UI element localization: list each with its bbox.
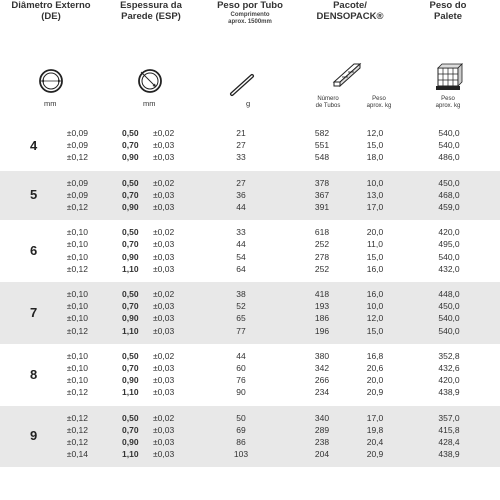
cell-esp: 0,70 bbox=[122, 140, 139, 151]
cell-de-tolerance: ±0,12 bbox=[66, 263, 88, 274]
cell-esp: 1,10 bbox=[122, 263, 139, 274]
cell-esp-tolerance: ±0,03 bbox=[153, 201, 175, 212]
cell-esp-tolerance: ±0,02 bbox=[153, 412, 175, 423]
header-pacote-num bbox=[303, 96, 353, 110]
cell-esp: 1,10 bbox=[122, 325, 139, 336]
cell-esp: 0,90 bbox=[122, 201, 139, 212]
cell-esp-tolerance: ±0,03 bbox=[153, 189, 175, 200]
cell-esp-tolerance: ±0,03 bbox=[153, 313, 175, 324]
cell-peso-palete: 428,4 bbox=[438, 436, 460, 447]
table-group bbox=[0, 171, 500, 221]
cell-peso-palete: 450,0 bbox=[438, 177, 460, 188]
cell-esp: 0,90 bbox=[122, 251, 139, 262]
cell-peso-tubo: 44 bbox=[236, 239, 246, 250]
cell-peso-palete: 432,6 bbox=[438, 362, 460, 373]
header-palete-peso-l1: Peso bbox=[441, 96, 455, 102]
header-peso-tubo bbox=[202, 0, 298, 26]
cell-de-tolerance: ±0,09 bbox=[66, 189, 88, 200]
package-bundle-icon bbox=[330, 58, 364, 88]
table-header bbox=[0, 0, 500, 118]
cell-de-tolerance: ±0,10 bbox=[66, 239, 88, 250]
cell-de-tolerance: ±0,12 bbox=[66, 325, 88, 336]
cell-num-tubos: 266 bbox=[314, 375, 330, 386]
unit-esp: mm bbox=[143, 99, 156, 108]
cell-peso-tubo: 76 bbox=[236, 375, 246, 386]
cell-de-tolerance: ±0,10 bbox=[66, 289, 88, 299]
cell-esp-tolerance: ±0,02 bbox=[153, 128, 175, 138]
pallet-icon bbox=[432, 62, 464, 92]
header-pacote bbox=[302, 0, 398, 22]
header-palete-peso bbox=[423, 96, 473, 110]
cell-peso-pacote: 20,0 bbox=[366, 375, 384, 386]
cell-peso-tubo: 33 bbox=[236, 152, 246, 163]
cell-peso-palete: 450,0 bbox=[438, 301, 460, 312]
cell-peso-pacote: 10,0 bbox=[366, 177, 384, 188]
cell-de-tolerance: ±0,12 bbox=[66, 424, 88, 435]
cell-peso-palete: 540,0 bbox=[438, 140, 460, 151]
cell-esp-tolerance: ±0,03 bbox=[153, 362, 175, 373]
cell-peso-tubo: 33 bbox=[236, 227, 246, 238]
cell-esp: 1,10 bbox=[122, 387, 139, 398]
cell-peso-tubo: 86 bbox=[236, 436, 246, 447]
cell-esp-tolerance: ±0,03 bbox=[153, 325, 175, 336]
cell-esp-tolerance: ±0,03 bbox=[153, 301, 175, 312]
cell-peso-tubo: 69 bbox=[236, 424, 246, 435]
cell-peso-tubo: 36 bbox=[236, 189, 246, 200]
cell-de-tolerance: ±0,12 bbox=[66, 387, 88, 398]
cell-peso-palete: 352,8 bbox=[438, 350, 460, 361]
cell-esp-tolerance: ±0,02 bbox=[153, 350, 175, 361]
group-diameter: 9 bbox=[30, 428, 38, 444]
cell-num-tubos: 289 bbox=[314, 424, 330, 435]
cell-esp-tolerance: ±0,02 bbox=[153, 177, 175, 188]
cell-peso-palete: 420,0 bbox=[438, 227, 460, 238]
cell-peso-pacote: 12,0 bbox=[366, 128, 384, 138]
cell-de-tolerance: ±0,10 bbox=[66, 251, 88, 262]
header-de-title-2: (DE) bbox=[41, 11, 61, 22]
cell-peso-tubo: 27 bbox=[236, 177, 246, 188]
cell-de-tolerance: ±0,12 bbox=[66, 152, 88, 163]
cell-peso-pacote: 15,0 bbox=[366, 251, 384, 262]
cell-peso-pacote: 11,0 bbox=[367, 239, 383, 250]
cell-de-tolerance: ±0,12 bbox=[66, 436, 88, 447]
cell-de-tolerance: ±0,14 bbox=[66, 449, 88, 460]
header-pacote-peso-l2: aprox. kg bbox=[366, 103, 392, 109]
cell-de-tolerance: ±0,12 bbox=[66, 412, 88, 423]
cell-peso-pacote: 10,0 bbox=[366, 301, 384, 312]
cell-esp-tolerance: ±0,02 bbox=[153, 289, 175, 299]
header-esp-title: Espessura da bbox=[120, 0, 182, 11]
cell-peso-tubo: 52 bbox=[236, 301, 246, 312]
cell-num-tubos: 252 bbox=[314, 263, 330, 274]
cell-peso-palete: 420,0 bbox=[438, 375, 460, 386]
cell-esp-tolerance: ±0,02 bbox=[153, 227, 175, 238]
header-pacote-peso bbox=[354, 96, 404, 110]
cell-peso-tubo: 60 bbox=[236, 362, 246, 373]
cell-num-tubos: 391 bbox=[314, 201, 330, 212]
cell-peso-pacote: 20,9 bbox=[366, 449, 384, 460]
cell-de-tolerance: ±0,09 bbox=[66, 140, 88, 151]
cell-peso-pacote: 19,8 bbox=[366, 424, 384, 435]
cell-peso-pacote: 12,0 bbox=[366, 313, 384, 324]
cell-peso-palete: 448,0 bbox=[438, 289, 460, 299]
header-pacote-title-2: DENSOPACK® bbox=[316, 11, 384, 22]
cell-peso-pacote: 17,0 bbox=[366, 412, 384, 423]
unit-de: mm bbox=[44, 99, 57, 108]
cell-peso-pacote: 20,0 bbox=[366, 227, 384, 238]
cell-esp-tolerance: ±0,03 bbox=[153, 263, 175, 274]
tube-cross-section-icon bbox=[38, 68, 64, 94]
cell-de-tolerance: ±0,09 bbox=[66, 128, 88, 138]
cell-de-tolerance: ±0,10 bbox=[66, 301, 88, 312]
cell-esp: 0,50 bbox=[122, 412, 139, 423]
cell-peso-palete: 438,9 bbox=[438, 387, 460, 398]
header-palete-title-2: Palete bbox=[434, 11, 462, 22]
header-pacote-peso-l1: Peso bbox=[372, 96, 386, 102]
cell-peso-palete: 540,0 bbox=[438, 313, 460, 324]
cell-peso-pacote: 15,0 bbox=[366, 140, 384, 151]
cell-num-tubos: 193 bbox=[314, 301, 330, 312]
cell-peso-tubo: 21 bbox=[236, 128, 246, 138]
cell-peso-pacote: 20,6 bbox=[366, 362, 384, 373]
cell-esp: 0,50 bbox=[122, 289, 139, 299]
cell-esp: 0,50 bbox=[122, 177, 139, 188]
cell-esp: 0,70 bbox=[122, 239, 139, 250]
cell-esp: 0,50 bbox=[122, 350, 139, 361]
table-group bbox=[0, 344, 500, 406]
cell-esp-tolerance: ±0,03 bbox=[153, 251, 175, 262]
cell-esp: 0,90 bbox=[122, 375, 139, 386]
header-pacote-num-l1: Número bbox=[317, 96, 339, 102]
cell-peso-palete: 415,8 bbox=[438, 424, 460, 435]
cell-peso-tubo: 64 bbox=[236, 263, 246, 274]
cell-peso-tubo: 38 bbox=[236, 289, 246, 299]
cell-num-tubos: 342 bbox=[314, 362, 330, 373]
header-palete-peso-l2: aprox. kg bbox=[435, 103, 461, 109]
header-pacote-num-l2: de Tubos bbox=[315, 103, 341, 109]
cell-esp-tolerance: ±0,03 bbox=[153, 152, 175, 163]
cell-esp: 0,50 bbox=[122, 227, 139, 238]
cell-num-tubos: 367 bbox=[314, 189, 330, 200]
cell-esp: 0,90 bbox=[122, 436, 139, 447]
group-diameter: 6 bbox=[30, 243, 38, 259]
cell-peso-pacote: 16,0 bbox=[366, 263, 384, 274]
header-de bbox=[8, 0, 94, 22]
cell-esp-tolerance: ±0,03 bbox=[153, 424, 175, 435]
cell-peso-tubo: 27 bbox=[236, 140, 246, 151]
cell-esp: 0,70 bbox=[122, 362, 139, 373]
cell-peso-palete: 459,0 bbox=[438, 201, 460, 212]
cell-peso-palete: 357,0 bbox=[438, 412, 460, 423]
cell-de-tolerance: ±0,10 bbox=[66, 227, 88, 238]
cell-esp: 0,50 bbox=[122, 128, 139, 138]
cell-peso-palete: 540,0 bbox=[438, 325, 460, 336]
cell-peso-tubo: 44 bbox=[236, 350, 246, 361]
cell-peso-tubo: 44 bbox=[236, 201, 246, 212]
single-tube-icon bbox=[228, 72, 258, 98]
table-group bbox=[0, 220, 500, 282]
cell-peso-pacote: 20,9 bbox=[366, 387, 384, 398]
cell-esp-tolerance: ±0,03 bbox=[153, 387, 175, 398]
cell-peso-palete: 540,0 bbox=[438, 251, 460, 262]
cell-num-tubos: 234 bbox=[314, 387, 330, 398]
cell-de-tolerance: ±0,10 bbox=[66, 362, 88, 373]
cell-de-tolerance: ±0,12 bbox=[66, 201, 88, 212]
cell-de-tolerance: ±0,09 bbox=[66, 177, 88, 188]
cell-num-tubos: 548 bbox=[314, 152, 330, 163]
cell-esp: 0,70 bbox=[122, 189, 139, 200]
header-esp-title-2: Parede (ESP) bbox=[121, 11, 181, 22]
cell-num-tubos: 278 bbox=[314, 251, 330, 262]
cell-esp-tolerance: ±0,03 bbox=[153, 140, 175, 151]
header-esp bbox=[108, 0, 194, 22]
cell-peso-palete: 486,0 bbox=[438, 152, 460, 163]
cell-num-tubos: 204 bbox=[314, 449, 330, 460]
cell-esp: 1,10 bbox=[122, 449, 139, 460]
table-group bbox=[0, 282, 500, 344]
table-group bbox=[0, 406, 500, 468]
cell-peso-pacote: 18,0 bbox=[366, 152, 384, 163]
cell-num-tubos: 418 bbox=[314, 289, 330, 299]
cell-num-tubos: 196 bbox=[314, 325, 330, 336]
cell-peso-tubo: 103 bbox=[233, 449, 249, 460]
header-peso-tubo-title: Peso por Tubo bbox=[217, 0, 283, 11]
cell-peso-tubo: 65 bbox=[236, 313, 246, 324]
cell-de-tolerance: ±0,10 bbox=[66, 313, 88, 324]
cell-num-tubos: 380 bbox=[314, 350, 330, 361]
header-pacote-title: Pacote/ bbox=[333, 0, 367, 11]
cell-num-tubos: 340 bbox=[314, 412, 330, 423]
header-palete bbox=[410, 0, 486, 22]
header-peso-tubo-sub-2: aprox. 1500mm bbox=[228, 19, 272, 25]
cell-esp: 0,90 bbox=[122, 152, 139, 163]
cell-peso-palete: 468,0 bbox=[438, 189, 460, 200]
cell-peso-tubo: 77 bbox=[236, 325, 246, 336]
cell-peso-palete: 438,9 bbox=[438, 449, 460, 460]
group-diameter: 4 bbox=[30, 137, 38, 153]
cell-esp: 0,90 bbox=[122, 313, 139, 324]
cell-de-tolerance: ±0,10 bbox=[66, 350, 88, 361]
cell-num-tubos: 378 bbox=[314, 177, 330, 188]
group-diameter: 7 bbox=[30, 304, 38, 320]
wall-thickness-icon bbox=[137, 68, 163, 94]
group-diameter: 8 bbox=[30, 366, 38, 382]
cell-peso-pacote: 17,0 bbox=[366, 201, 384, 212]
cell-num-tubos: 551 bbox=[314, 140, 330, 151]
cell-peso-palete: 495,0 bbox=[438, 239, 460, 250]
cell-esp-tolerance: ±0,03 bbox=[153, 449, 175, 460]
cell-num-tubos: 618 bbox=[314, 227, 330, 238]
cell-peso-pacote: 13,0 bbox=[366, 189, 384, 200]
cell-peso-palete: 540,0 bbox=[438, 128, 460, 138]
cell-peso-tubo: 90 bbox=[236, 387, 246, 398]
cell-esp-tolerance: ±0,03 bbox=[153, 436, 175, 447]
cell-num-tubos: 582 bbox=[314, 128, 330, 138]
table-group bbox=[0, 121, 500, 171]
header-peso-tubo-sub: Comprimento bbox=[230, 12, 270, 18]
cell-esp: 0,70 bbox=[122, 424, 139, 435]
cell-peso-pacote: 20,4 bbox=[366, 436, 384, 447]
cell-esp-tolerance: ±0,03 bbox=[153, 239, 175, 250]
cell-num-tubos: 186 bbox=[314, 313, 330, 324]
group-diameter: 5 bbox=[30, 187, 38, 203]
cell-esp: 0,70 bbox=[122, 301, 139, 312]
cell-peso-tubo: 54 bbox=[236, 251, 246, 262]
unit-peso-tubo: g bbox=[246, 99, 251, 108]
cell-num-tubos: 238 bbox=[314, 436, 330, 447]
cell-peso-pacote: 16,0 bbox=[366, 289, 384, 299]
header-de-title: Diâmetro Externo bbox=[11, 0, 91, 11]
cell-esp-tolerance: ±0,03 bbox=[153, 375, 175, 386]
cell-peso-pacote: 16,8 bbox=[366, 350, 384, 361]
header-palete-title: Peso do bbox=[429, 0, 467, 11]
cell-de-tolerance: ±0,10 bbox=[66, 375, 88, 386]
cell-peso-palete: 432,0 bbox=[438, 263, 460, 274]
cell-peso-pacote: 15,0 bbox=[366, 325, 384, 336]
cell-num-tubos: 252 bbox=[314, 239, 330, 250]
cell-peso-tubo: 50 bbox=[236, 412, 246, 423]
